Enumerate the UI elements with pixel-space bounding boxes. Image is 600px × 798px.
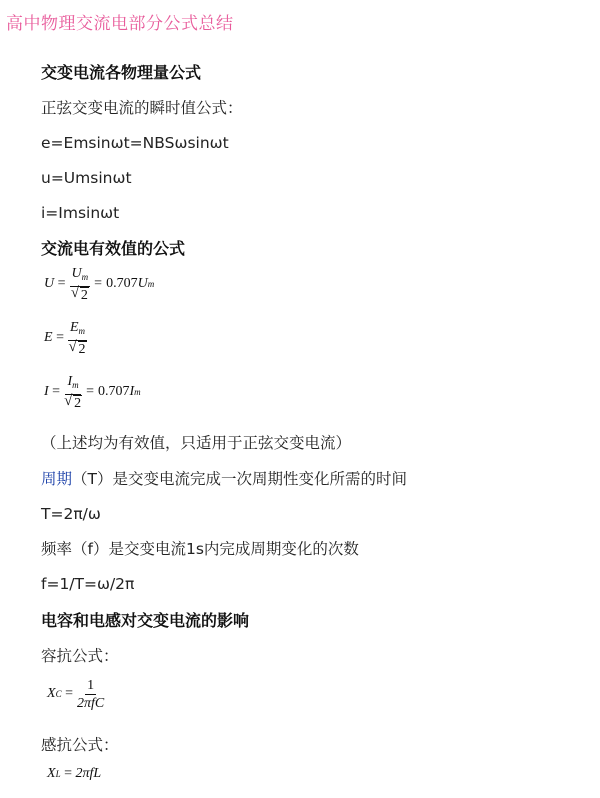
effective-emf-formula: E = $E_m$ √ 2 (44, 318, 91, 358)
inductive-reactance-formula: X L = 2πfL (47, 766, 102, 781)
formula-text: i=Imsinωt (41, 204, 120, 222)
formula-text: T=2π/ω (41, 505, 101, 523)
effective-current-formula: I = $I_m$ √ 2 = 0.707 I m (44, 372, 141, 412)
section-heading: 电容和电感对交变电流的影响 (41, 611, 250, 630)
text-line: 正弦交变电流的瞬时值公式： (41, 99, 243, 117)
effective-voltage-formula: U = $U_m$ √ 2 = 0.707 U m (44, 264, 154, 304)
note-text: （上述均为有效值，只适用于正弦交变电流） (41, 434, 352, 452)
formula-text: f=1/T=ω/2π (41, 575, 135, 593)
page-title: 高中物理交流电部分公式总结 (6, 14, 234, 34)
section-heading: 交变电流各物理量公式 (41, 63, 202, 82)
text-line: 感抗公式： (41, 736, 119, 754)
text-line: 容抗公式： (41, 647, 119, 665)
formula-text: e=Emsinωt=NBSωsinωt (41, 134, 229, 152)
capacitive-reactance-formula: X C = $\frac{1}{\text{2πfC}}$ (47, 677, 105, 711)
section-heading: 交流电有效值的公式 (41, 239, 186, 258)
text-line: 频率（f）是交变电流1s内完成周期变化的次数 (41, 540, 359, 558)
period-link[interactable]: 周期 (41, 470, 73, 488)
period-line: 周期（T）是交变电流完成一次周期性变化所需的时间 (41, 470, 407, 488)
formula-text: u=Umsinωt (41, 169, 132, 187)
